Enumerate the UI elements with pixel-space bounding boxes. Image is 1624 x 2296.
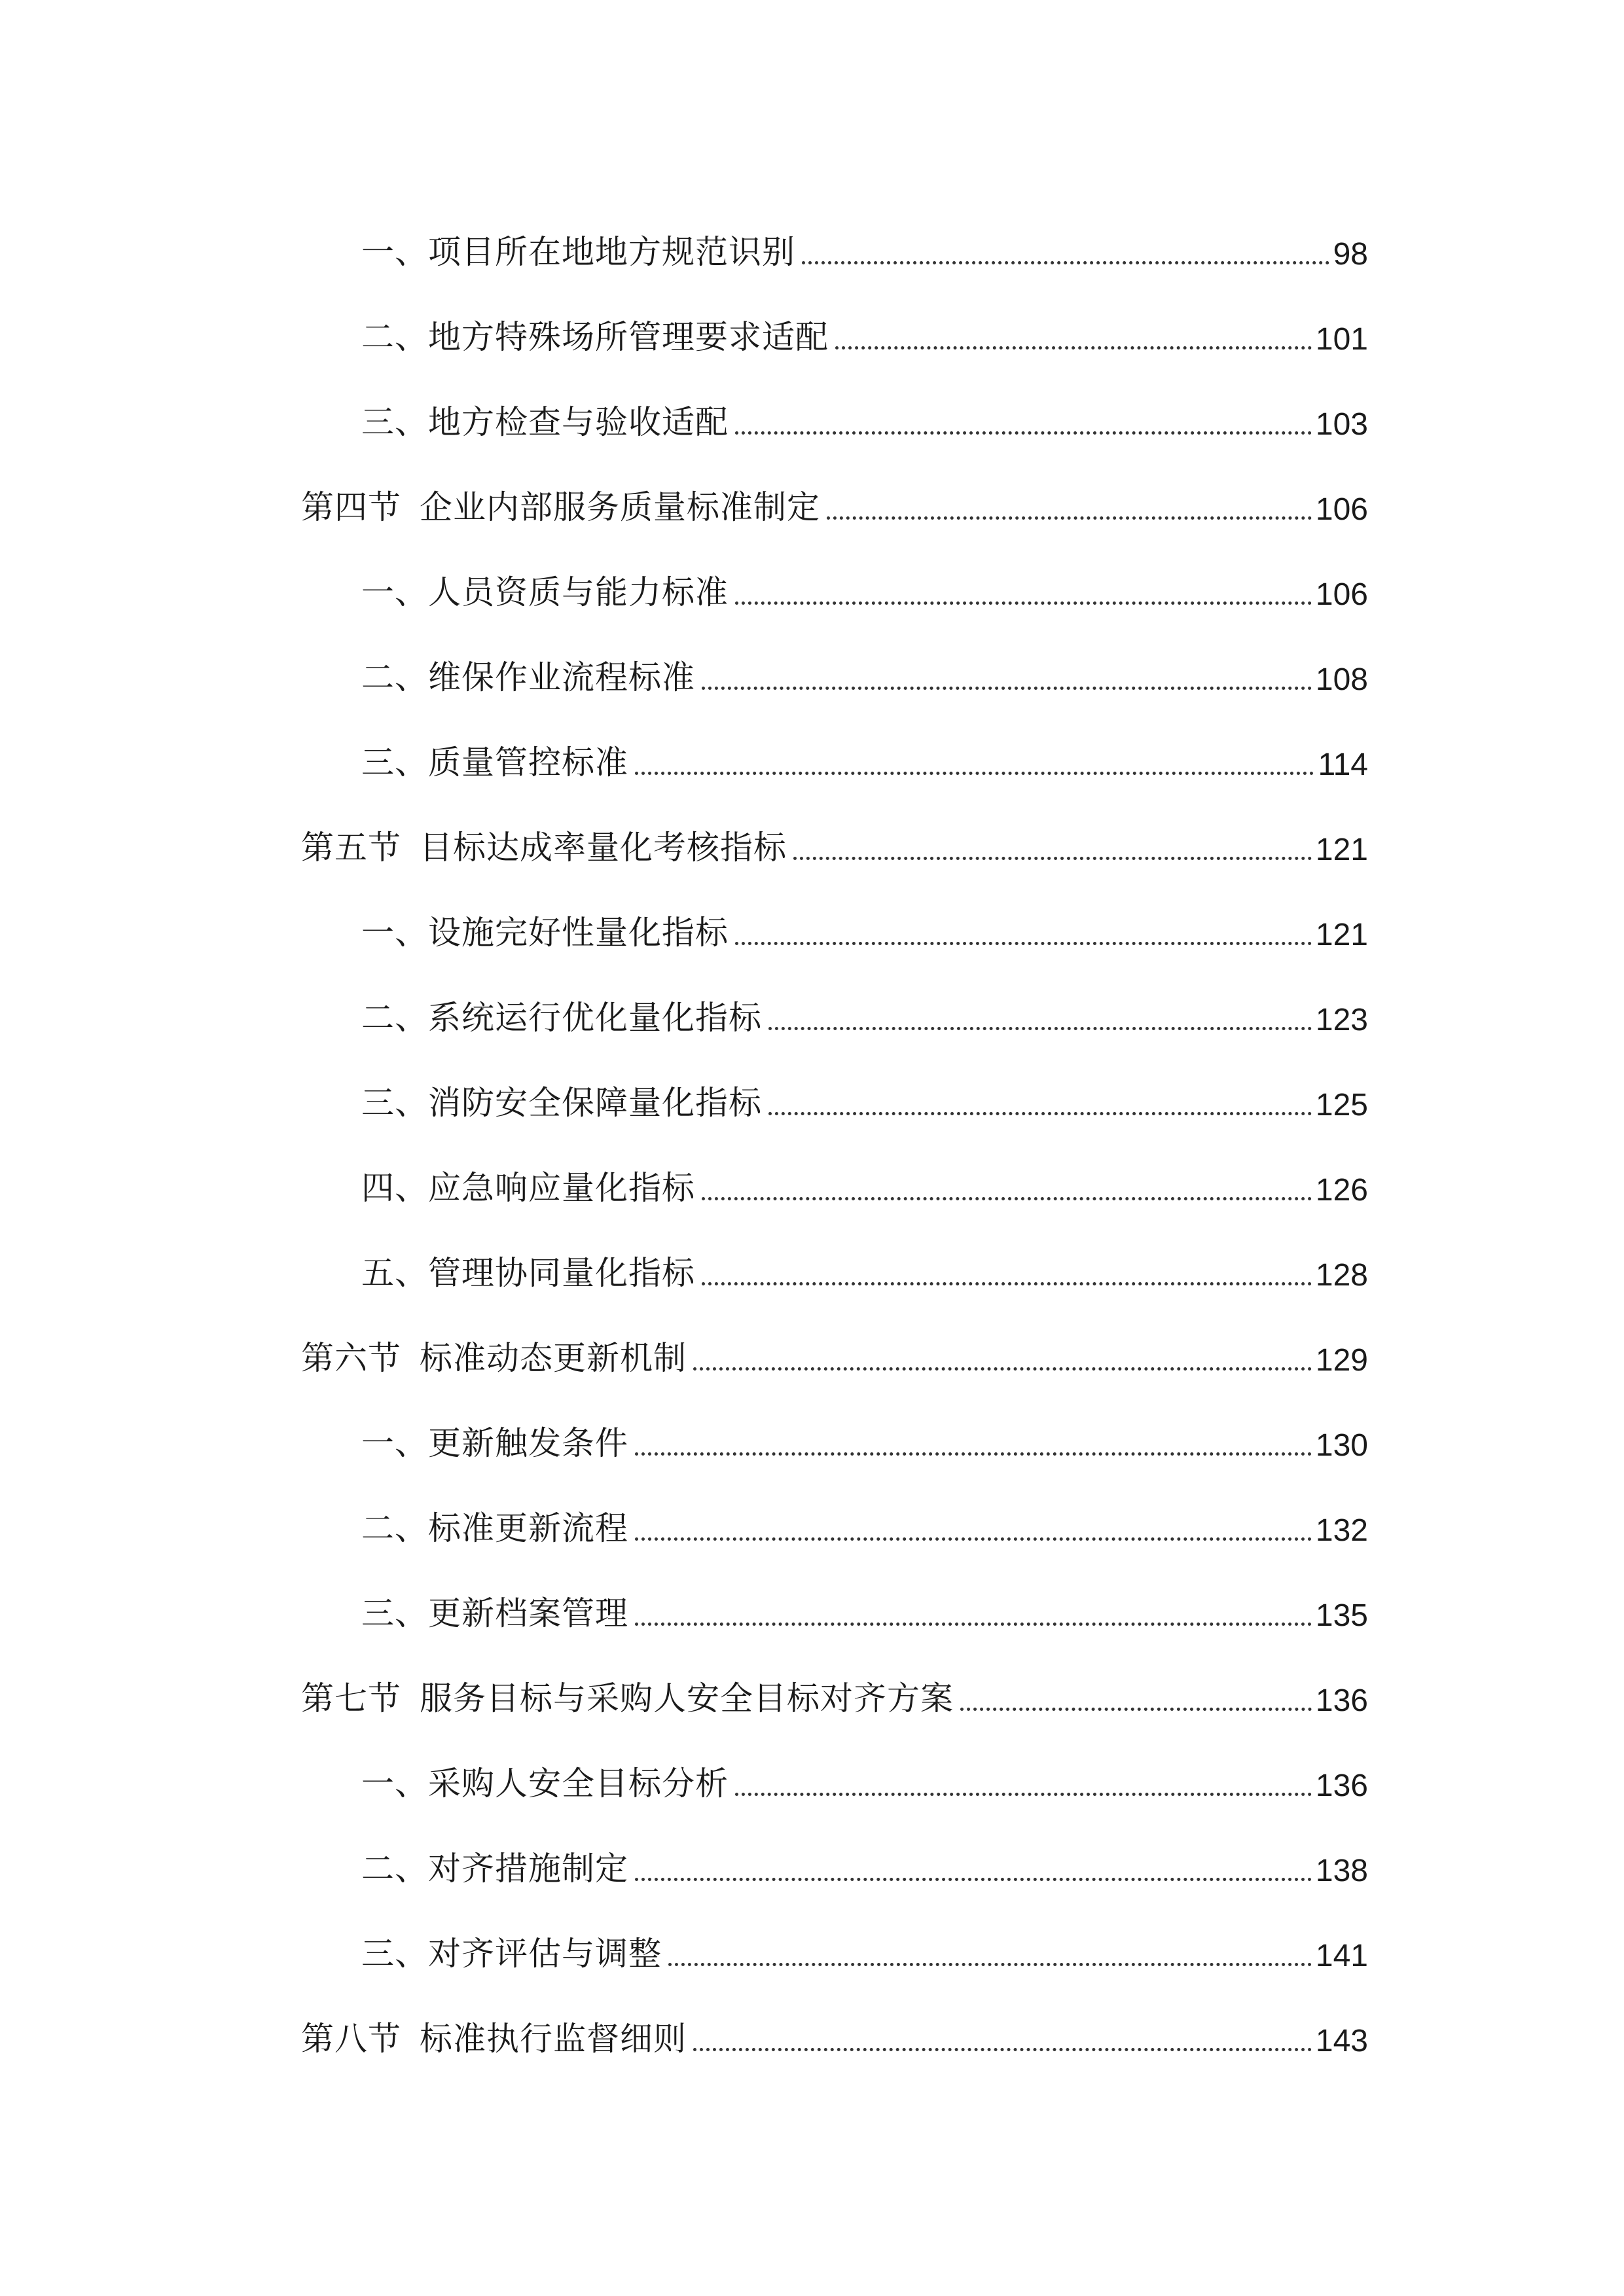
toc-entry[interactable] xyxy=(301,975,1368,1060)
toc-entry-page: 125 xyxy=(1315,1088,1368,1122)
toc-section-entry[interactable] xyxy=(301,805,1368,890)
dot-leader xyxy=(693,2048,1312,2051)
dot-leader xyxy=(635,1537,1312,1541)
dot-leader xyxy=(735,942,1312,945)
toc-entry-label: 四、应急响应量化指标 xyxy=(361,1169,695,1207)
toc-entry-label: 一、项目所在地地方规范识别 xyxy=(361,233,795,271)
dot-leader xyxy=(735,1793,1312,1796)
toc-section-title: 服务目标与采购人安全目标对齐方案 xyxy=(420,1679,954,1717)
toc-section-entry[interactable] xyxy=(301,465,1368,550)
toc-entry[interactable] xyxy=(301,1145,1368,1230)
toc-entry-label: 三、对齐评估与调整 xyxy=(361,1935,662,1973)
dot-leader xyxy=(768,1112,1312,1115)
toc-section-number: 第八节 xyxy=(301,2020,401,2058)
toc-entry-page: 103 xyxy=(1315,407,1368,442)
dot-leader xyxy=(827,516,1312,520)
toc-entry-label: 一、采购人安全目标分析 xyxy=(361,1765,729,1803)
toc-section-label xyxy=(301,2020,687,2058)
dot-leader xyxy=(635,1623,1312,1626)
dot-leader xyxy=(702,687,1312,690)
toc-entry[interactable] xyxy=(301,1911,1368,1996)
toc-entry-page: 123 xyxy=(1315,1003,1368,1037)
toc-entry-page: 126 xyxy=(1315,1173,1368,1208)
toc-section-title: 标准动态更新机制 xyxy=(420,1339,687,1377)
toc-entry-label: 二、标准更新流程 xyxy=(361,1509,628,1547)
dot-leader xyxy=(802,261,1329,264)
toc-entry[interactable] xyxy=(301,209,1368,295)
dot-leader xyxy=(635,1452,1312,1456)
dot-leader xyxy=(735,601,1312,605)
toc-entry[interactable] xyxy=(301,1741,1368,1826)
toc-entry-label: 三、地方检查与验收适配 xyxy=(361,403,729,441)
toc-entry-label: 二、系统运行优化量化指标 xyxy=(361,999,762,1037)
dot-leader xyxy=(635,1878,1312,1881)
toc-entry-page: 136 xyxy=(1315,1683,1368,1718)
toc-entry-label: 一、人员资质与能力标准 xyxy=(361,573,729,611)
dot-leader xyxy=(668,1963,1312,1966)
toc-entry-page: 101 xyxy=(1315,322,1368,357)
toc-entry[interactable] xyxy=(301,1571,1368,1656)
toc-entry-page: 135 xyxy=(1315,1598,1368,1633)
toc-section-number: 第四节 xyxy=(301,488,401,526)
toc-entry-page: 121 xyxy=(1315,833,1368,867)
dot-leader xyxy=(693,1367,1312,1371)
toc-entry-page: 121 xyxy=(1315,918,1368,952)
dot-leader xyxy=(835,346,1312,350)
toc-entry[interactable] xyxy=(301,1230,1368,1316)
toc-section-title: 企业内部服务质量标准制定 xyxy=(420,488,820,526)
toc-section-label xyxy=(301,829,787,867)
toc-entry-page: 132 xyxy=(1315,1513,1368,1548)
toc-entry-label: 二、地方特殊场所管理要求适配 xyxy=(361,318,829,356)
toc-entry-page: 129 xyxy=(1315,1343,1368,1378)
toc-entry-page: 98 xyxy=(1333,237,1368,272)
toc-section-entry[interactable] xyxy=(301,1316,1368,1401)
toc-entry-page: 114 xyxy=(1318,747,1368,782)
toc-section-number: 第七节 xyxy=(301,1679,401,1717)
toc-entry-label: 二、维保作业流程标准 xyxy=(361,658,695,696)
toc-entry-label: 一、设施完好性量化指标 xyxy=(361,914,729,952)
toc-section-label xyxy=(301,1679,954,1717)
dot-leader xyxy=(702,1282,1312,1285)
dot-leader xyxy=(702,1197,1312,1200)
toc-entry-label: 五、管理协同量化指标 xyxy=(361,1254,695,1292)
toc-section-number: 第六节 xyxy=(301,1339,401,1377)
toc-entry[interactable] xyxy=(301,635,1368,720)
toc-entry-label: 一、更新触发条件 xyxy=(361,1424,628,1462)
toc-section-label xyxy=(301,488,820,526)
toc-entry[interactable] xyxy=(301,550,1368,635)
toc-section-entry[interactable] xyxy=(301,1656,1368,1741)
toc-entry[interactable] xyxy=(301,1486,1368,1571)
toc-entry[interactable] xyxy=(301,890,1368,975)
toc-entry-label: 三、更新档案管理 xyxy=(361,1594,628,1632)
toc-entry-page: 141 xyxy=(1315,1939,1368,1973)
toc-entry-page: 106 xyxy=(1315,577,1368,612)
toc-section-number: 第五节 xyxy=(301,829,401,867)
toc-section-label xyxy=(301,1339,687,1377)
toc-entry[interactable] xyxy=(301,1826,1368,1911)
toc-entry[interactable] xyxy=(301,1401,1368,1486)
toc-entry[interactable] xyxy=(301,295,1368,380)
toc-entry-page: 130 xyxy=(1315,1428,1368,1463)
toc-entry[interactable] xyxy=(301,720,1368,805)
toc-entry-label: 二、对齐措施制定 xyxy=(361,1850,628,1888)
dot-leader xyxy=(735,431,1312,435)
toc-entry-page: 136 xyxy=(1315,1768,1368,1803)
toc-entry-page: 143 xyxy=(1315,2024,1368,2058)
toc-entry-page: 138 xyxy=(1315,1854,1368,1888)
toc-section-title: 目标达成率量化考核指标 xyxy=(420,829,787,867)
toc-entry-label: 三、消防安全保障量化指标 xyxy=(361,1084,762,1122)
table-of-contents xyxy=(301,209,1368,2081)
toc-entry-label: 三、质量管控标准 xyxy=(361,744,628,781)
toc-section-entry[interactable] xyxy=(301,1996,1368,2081)
toc-entry-page: 108 xyxy=(1315,662,1368,697)
dot-leader xyxy=(793,857,1312,860)
dot-leader xyxy=(960,1708,1312,1711)
toc-entry-page: 106 xyxy=(1315,492,1368,527)
toc-entry[interactable] xyxy=(301,380,1368,465)
dot-leader xyxy=(635,772,1314,775)
toc-entry-page: 128 xyxy=(1315,1258,1368,1293)
toc-entry[interactable] xyxy=(301,1060,1368,1145)
toc-section-title: 标准执行监督细则 xyxy=(420,2020,687,2058)
dot-leader xyxy=(768,1027,1312,1030)
